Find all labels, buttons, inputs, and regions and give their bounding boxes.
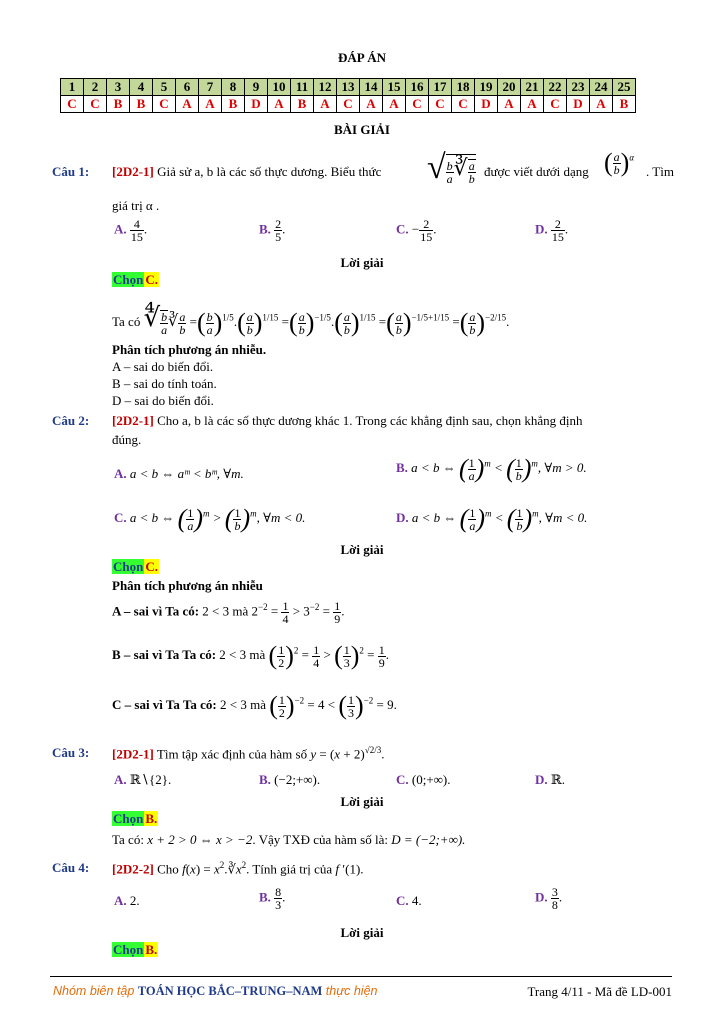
q1-label: Câu 1: — [52, 164, 90, 179]
answer-key-letter: C — [61, 96, 84, 113]
q2-analysis-c: C – sai vì Ta Ta có: 2 < 3 mà ( $\frac{1}{2}$ )$^{-2}$ = 4 < ( $\frac{1}{3}$ )$^{-2}$ = 9. — [112, 691, 397, 720]
answer-key-number: 6 — [176, 79, 199, 96]
q1-option-c: C. − $\frac{2}{15}$ . — [396, 217, 437, 244]
answer-key-number: 4 — [130, 79, 153, 96]
q4-loigiai: Lời giải — [340, 925, 384, 940]
q3-stem: [2D2-1] Tìm tập xác định của hàm số $y = (x + 2)^{√2/3}$. — [112, 745, 385, 762]
answer-key-letter: C — [84, 96, 107, 113]
q1-text-c: . Tìm — [646, 164, 674, 179]
answer-key-number: 21 — [521, 79, 544, 96]
q4-stem: [2D2-2] Cho $f(x) = x^2.∛x^2$. Tính giá trị của f ′(1). — [112, 860, 364, 877]
answers-heading: ĐÁP ÁN — [337, 50, 387, 65]
answer-key-letter: D — [245, 96, 268, 113]
q2-analysis-a: A – sai vì Ta có: 2 < 3 mà $2^{-2}$ = $\frac{1}{4}$ > $3^{-2}$ = $\frac{1}{9}$ . — [112, 599, 345, 626]
answer-key-letter: C — [544, 96, 567, 113]
q1-text-d: giá trị α . — [112, 198, 160, 213]
q2-analysis-b: B – sai vì Ta Ta có: 2 < 3 mà ( $\frac{1}{2}$ )$^2$ = $\frac{1}{4}$ > ( $\frac{1}{3}$ )$^2$ = $\frac{1}{9}$ . — [112, 641, 389, 670]
q2-stem: [2D2-1] Cho a, b là các số thực dương khác 1. Trong các khẳng định sau, chọn khẳng định — [112, 413, 583, 428]
answer-key-number: 13 — [337, 79, 360, 96]
answer-key-number: 17 — [429, 79, 452, 96]
answer-key-letter: D — [475, 96, 498, 113]
footer-page-info: Trang 4/11 - Mã đề LD-001 — [527, 984, 672, 999]
answer-key-letter: C — [452, 96, 475, 113]
answer-key-letter: B — [222, 96, 245, 113]
answer-key-letter: C — [337, 96, 360, 113]
q2-option-b: B. a < b ⇔ ( $\frac{1}{a}$ )$^m$ < ( $\frac{1}{b}$ )$^m$, ∀m > 0. — [396, 454, 587, 483]
answer-key-letter: A — [498, 96, 521, 113]
answer-key-number: 8 — [222, 79, 245, 96]
q1-loigiai: Lời giải — [340, 255, 384, 270]
q1-distractor-a: A – sai do biến đổi. — [112, 359, 214, 374]
answer-key-number: 14 — [360, 79, 383, 96]
answer-key-number: 23 — [567, 79, 590, 96]
q3-loigiai: Lời giải — [340, 794, 384, 809]
answer-key-number: 12 — [314, 79, 337, 96]
q2-loigiai: Lời giải — [340, 542, 384, 557]
answer-key-letter: D — [567, 96, 590, 113]
q1-expression: √ $\frac{b}{a}$ ∛ $\frac{a}{b}$ — [427, 149, 475, 187]
answer-key-letter: A — [199, 96, 222, 113]
answer-key-letter: C — [406, 96, 429, 113]
answer-key-number: 2 — [84, 79, 107, 96]
q2-option-d: D. a < b ⇔ ( $\frac{1}{a}$ )$^m$ < ( $\frac{1}{b}$ )$^m$, ∀m < 0. — [396, 504, 588, 533]
q2-option-c: C. a < b ⇔ ( $\frac{1}{a}$ )$^m$ > ( $\frac{1}{b}$ )$^m$, ∀m < 0. — [114, 504, 306, 533]
q2-ptpa: Phân tích phương án nhiễu — [112, 578, 263, 593]
q2-stem-2: đúng. — [112, 432, 142, 447]
answer-key-letter: A — [383, 96, 406, 113]
q1-solution: Ta có ∜ $\frac{b}{a}$ ∛ $\frac{a}{b}$ =( $\frac{b}{a}$ )$^{1/5}$.( $\frac{a}{b}$ )$^{1/15}$ =( $\frac{a}{b}$ )$^{-1/5}$.( $\frac{a}{b}$ )$^{1/15}$ =( $\frac{a}{b}$ )$^{-1/5+1/15}$ =( $\frac{a}{b}$ )$^{-2/15}$. — [112, 303, 510, 338]
q4-option-d: D. $\frac{3}{8}$ . — [535, 885, 563, 912]
q1-option-b: B. $\frac{2}{5}$ . — [259, 217, 286, 244]
answer-key-letter: B — [291, 96, 314, 113]
q3-chon: Chọn B. — [113, 811, 158, 826]
q1-distractor-d: D – sai do biến đổi. — [112, 393, 214, 408]
answer-key-letter: B — [613, 96, 636, 113]
q1-form: ( $\frac{a}{b}$ )$^\alpha$ — [604, 148, 635, 177]
answer-key-number: 18 — [452, 79, 475, 96]
answer-key-letter: A — [176, 96, 199, 113]
q3-option-c: C. (0;+∞). — [396, 772, 451, 787]
q3-solution: Ta có: x + 2 > 0 ⇔ x > −2. Vậy TXĐ của hàm số là: D = (−2;+∞). — [112, 832, 466, 847]
q1-tag: [2D2-1] — [112, 164, 154, 179]
answer-key-number: 22 — [544, 79, 567, 96]
answer-key-letter: A — [590, 96, 613, 113]
answer-key-number: 9 — [245, 79, 268, 96]
q1-ptpa: Phân tích phương án nhiễu. — [112, 342, 267, 357]
footer-group-credit: Nhóm biên tập TOÁN HỌC BẮC–TRUNG–NAM thực hiện — [53, 984, 378, 998]
footer-divider — [50, 976, 672, 977]
q3-option-a: A. ℝ∖{2}. — [114, 772, 172, 787]
answer-key-letter: B — [130, 96, 153, 113]
answer-key-number: 7 — [199, 79, 222, 96]
q4-option-b: B. $\frac{8}{3}$ . — [259, 885, 286, 912]
q1-option-a: A. $\frac{4}{15}$ . — [114, 217, 148, 244]
answer-key-number: 24 — [590, 79, 613, 96]
q1-distractor-b: B – sai do tính toán. — [112, 376, 217, 391]
answer-key-number: 20 — [498, 79, 521, 96]
q1-text-a: Giả sử a, b là các số thực dương. Biểu thức — [157, 164, 382, 179]
answer-key-number: 5 — [153, 79, 176, 96]
q4-option-c: C. 4. — [396, 893, 422, 908]
answer-key-table — [60, 78, 636, 113]
answer-key-letter: C — [153, 96, 176, 113]
answer-key-number: 11 — [291, 79, 314, 96]
q4-option-a: A. 2. — [114, 893, 140, 908]
answer-key-letter: C — [429, 96, 452, 113]
answer-key-number: 25 — [613, 79, 636, 96]
solutions-heading: BÀI GIẢI — [334, 122, 390, 137]
q2-chon: Chọn C. — [113, 559, 158, 574]
answer-key-number: 10 — [268, 79, 291, 96]
answer-key-letter: B — [107, 96, 130, 113]
q2-label: Câu 2: — [52, 413, 90, 428]
answer-key-number: 1 — [61, 79, 84, 96]
answer-key-number: 15 — [383, 79, 406, 96]
q4-label: Câu 4: — [52, 860, 90, 875]
q2-option-a: A. a < b ⇔ aᵐ < bᵐ, ∀m. — [114, 466, 244, 481]
q3-option-d: D. ℝ. — [535, 772, 565, 787]
answer-key-number: 16 — [406, 79, 429, 96]
answer-key-letter: A — [360, 96, 383, 113]
answer-key-letter: A — [268, 96, 291, 113]
q1-chon: Chọn C. — [113, 272, 158, 287]
q3-label: Câu 3: — [52, 745, 90, 760]
answer-key-letter: A — [521, 96, 544, 113]
q4-chon: Chọn B. — [113, 942, 158, 957]
q1-stem — [112, 164, 381, 180]
q1-text-b: được viết dưới dạng — [484, 164, 589, 179]
answer-key-letter: A — [314, 96, 337, 113]
q1-option-d: D. $\frac{2}{15}$ . — [535, 217, 569, 244]
answer-key-number: 19 — [475, 79, 498, 96]
q3-option-b: B. (−2;+∞). — [259, 772, 321, 787]
answer-key-number: 3 — [107, 79, 130, 96]
